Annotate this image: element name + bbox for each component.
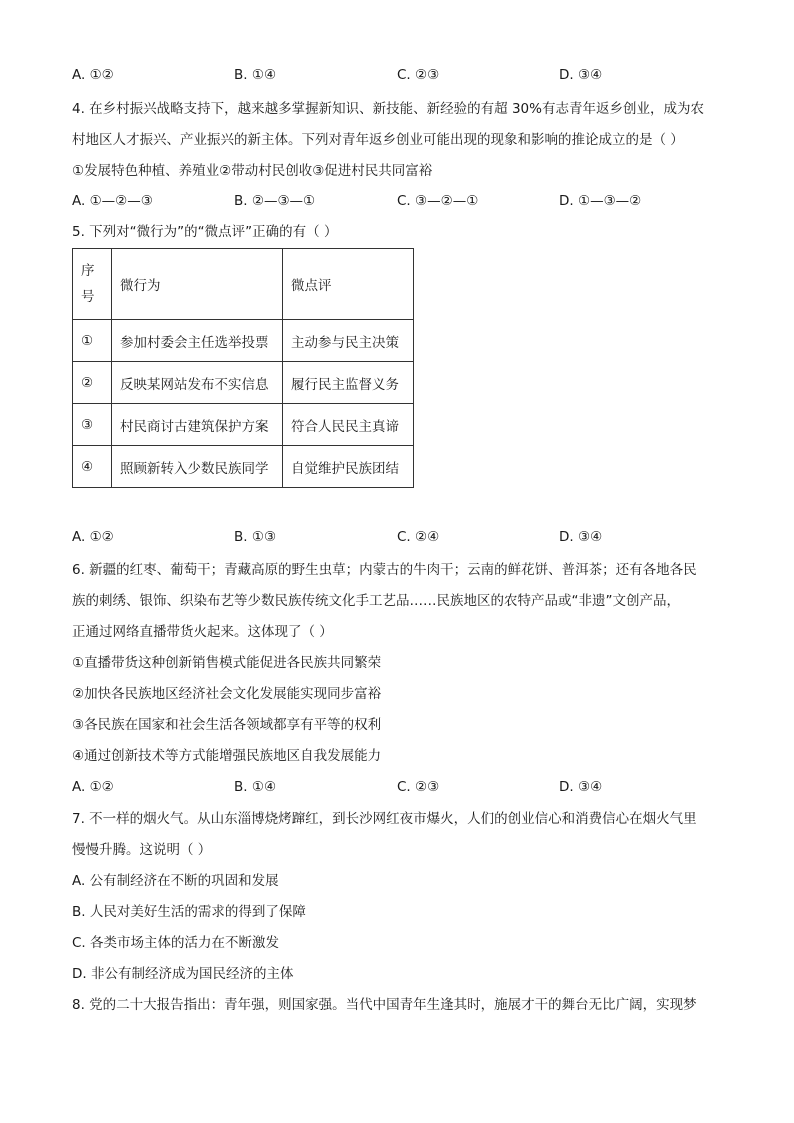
- q4-option-a: A. ①—②—③: [72, 193, 153, 209]
- q6-stem-line2: 族的刺绣、银饰、织染布艺等少数民族传统文化手工艺品……民族地区的农特产品或“非遗”文创产品，: [72, 593, 680, 609]
- table-row: [73, 362, 414, 404]
- q4-option-d: D. ①—③—②: [559, 193, 642, 209]
- q6-option-a: A. ①②: [72, 779, 114, 795]
- table-row: [73, 320, 414, 362]
- q5-option-c: C. ②④: [397, 529, 440, 545]
- q6-statement-3: ③各民族在国家和社会生活各领域都享有平等的权利: [72, 717, 382, 733]
- q4-option-c: C. ③—②—①: [397, 193, 479, 209]
- q5-header-number-char1: 序: [81, 263, 95, 279]
- q6-statement-1: ①直播带货这种创新销售模式能促进各民族共同繁荣: [72, 655, 382, 671]
- q4-stem-line1: 4. 在乡村振兴战略支持下，越来越多掌握新知识、新技能、新经验的有超 30%有志青年返乡创业，成为农: [72, 101, 704, 117]
- q8-stem-line1: 8. 党的二十大报告指出：青年强，则国家强。当代中国青年生逢其时，施展才干的舞台无比广阔，实现梦: [72, 997, 697, 1013]
- q5-table-header: [73, 249, 414, 320]
- q3-option-d: D. ③④: [559, 67, 603, 83]
- q3-options: [72, 66, 752, 84]
- q4-options: [72, 192, 752, 210]
- q6-statement-2: ②加快各民族地区经济社会文化发展能实现同步富裕: [72, 686, 382, 702]
- q6-stem-line3: 正通过网络直播带货火起来。这体现了（ ）: [72, 624, 333, 640]
- q5-header-number-char2: 号: [81, 289, 95, 305]
- q6-option-b: B. ①④: [234, 779, 277, 795]
- q5-header-number: [73, 249, 112, 320]
- row-comment: 履行民主监督义务: [283, 362, 414, 404]
- q7-option-c: C. 各类市场主体的活力在不断激发: [72, 935, 280, 951]
- row-comment: 主动参与民主决策: [283, 320, 414, 362]
- row-number: ①: [73, 320, 112, 362]
- q3-option-b: B. ①④: [234, 67, 277, 83]
- q5-option-d: D. ③④: [559, 529, 603, 545]
- q3-option-c: C. ②③: [397, 67, 440, 83]
- row-number: ④: [73, 446, 112, 488]
- q4-stem-line2: 村地区人才振兴、产业振兴的新主体。下列对青年返乡创业可能出现的现象和影响的推论成立的是（ ）: [72, 132, 684, 148]
- q7-option-d: D. 非公有制经济成为国民经济的主体: [72, 966, 294, 982]
- q6-statement-4: ④通过创新技术等方式能增强民族地区自我发展能力: [72, 748, 382, 764]
- row-action: 参加村委会主任选举投票: [112, 320, 283, 362]
- q4-option-b: B. ②—③—①: [234, 193, 316, 209]
- q5-option-b: B. ①③: [234, 529, 277, 545]
- q6-stem-line1: 6. 新疆的红枣、葡萄干；青藏高原的野生虫草；内蒙古的牛肉干；云南的鲜花饼、普洱茶；还有各地各民: [72, 562, 697, 578]
- q5-stem: 5. 下列对“微行为”的“微点评”正确的有（ ）: [72, 224, 338, 240]
- q7-option-b: B. 人民对美好生活的需求的得到了保障: [72, 904, 306, 920]
- row-number: ②: [73, 362, 112, 404]
- q5-options: [72, 528, 752, 546]
- row-action: 村民商讨古建筑保护方案: [112, 404, 283, 446]
- q7-option-a: A. 公有制经济在不断的巩固和发展: [72, 873, 279, 889]
- q4-statements: ①发展特色种植、养殖业②带动村民创收③促进村民共同富裕: [72, 163, 433, 179]
- q6-option-c: C. ②③: [397, 779, 440, 795]
- q5-table: [72, 248, 414, 488]
- row-action: 反映某网站发布不实信息: [112, 362, 283, 404]
- q5-header-action: 微行为: [112, 249, 283, 320]
- q5-option-a: A. ①②: [72, 529, 114, 545]
- row-comment: 符合人民民主真谛: [283, 404, 414, 446]
- q6-option-d: D. ③④: [559, 779, 603, 795]
- table-row: [73, 446, 414, 488]
- q5-header-comment: 微点评: [283, 249, 414, 320]
- q7-stem-line2: 慢慢升腾。这说明（ ）: [72, 842, 212, 858]
- table-row: [73, 404, 414, 446]
- row-action: 照顾新转入少数民族同学: [112, 446, 283, 488]
- q6-options: [72, 778, 752, 796]
- row-comment: 自觉维护民族团结: [283, 446, 414, 488]
- q3-option-a: A. ①②: [72, 67, 114, 83]
- row-number: ③: [73, 404, 112, 446]
- q7-stem-line1: 7. 不一样的烟火气。从山东淄博烧烤蹿红，到长沙网红夜市爆火，人们的创业信心和消费信心在烟火气里: [72, 811, 697, 827]
